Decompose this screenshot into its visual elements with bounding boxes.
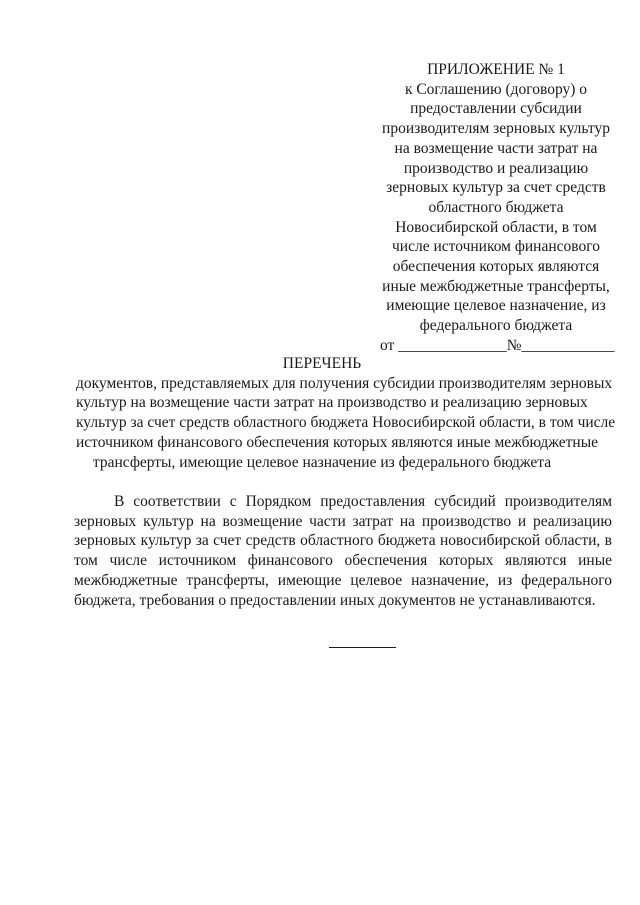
appendix-header xyxy=(380,60,615,356)
body-line: межбюджетные трансферты, имеющие целевое назначение, из федерального xyxy=(74,571,612,589)
body-line: В соответствии с Порядком предоставления субсидий производителям xyxy=(114,493,612,510)
agreement-date-number-line: от ______________№____________ xyxy=(380,336,615,354)
end-of-document-rule xyxy=(329,647,396,648)
appendix-line: зерновых культур за счет средств xyxy=(386,179,606,197)
appendix-line: областного бюджета xyxy=(428,198,564,216)
title-heading: ПЕРЕЧЕНЬ xyxy=(282,355,362,372)
appendix-line: иные межбюджетные трансферты, xyxy=(382,277,610,295)
body-paragraph xyxy=(74,492,612,610)
body-line: зерновых культур за счет средств областного бюджета новосибирской области, в xyxy=(74,532,612,550)
appendix-line: имеющие целевое назначение, из xyxy=(386,297,606,315)
appendix-line: числе источником финансового xyxy=(392,238,600,256)
appendix-line: федерального бюджета xyxy=(419,317,573,335)
appendix-line: Новосибирской области, в том xyxy=(395,218,597,236)
title-line: трансферты, имеющие целевое назначение из федерального бюджета xyxy=(92,453,552,471)
appendix-line: предоставлении субсидии xyxy=(410,100,582,118)
body-line: том числе источником финансового обеспечения которых являются иные xyxy=(74,552,612,570)
document-title xyxy=(76,354,616,472)
title-line: культур за счет средств областного бюджета Новосибирской области, в том числе xyxy=(76,414,616,432)
title-line: культур на возмещение части затрат на производство и реализацию зерновых xyxy=(76,394,588,412)
appendix-line: ПРИЛОЖЕНИЕ № 1 xyxy=(427,61,565,78)
appendix-line: обеспечения которых являются xyxy=(392,258,600,276)
title-line: источником финансового обеспечения которых являются иные межбюджетные xyxy=(76,433,598,451)
appendix-line: производство и реализацию xyxy=(403,159,589,177)
body-line: бюджета, требования о предоставлении иных документов не устанавливаются. xyxy=(74,591,596,609)
title-line: документов, представляемых для получения субсидии производителям зерновых xyxy=(76,374,613,392)
body-line: зерновых культур на возмещение части затрат на производство и реализацию xyxy=(74,512,612,530)
appendix-line: на возмещение части затрат на xyxy=(394,139,598,157)
appendix-line: к Соглашению (договору) о xyxy=(404,80,588,98)
appendix-line: производителям зерновых культур xyxy=(382,120,610,138)
